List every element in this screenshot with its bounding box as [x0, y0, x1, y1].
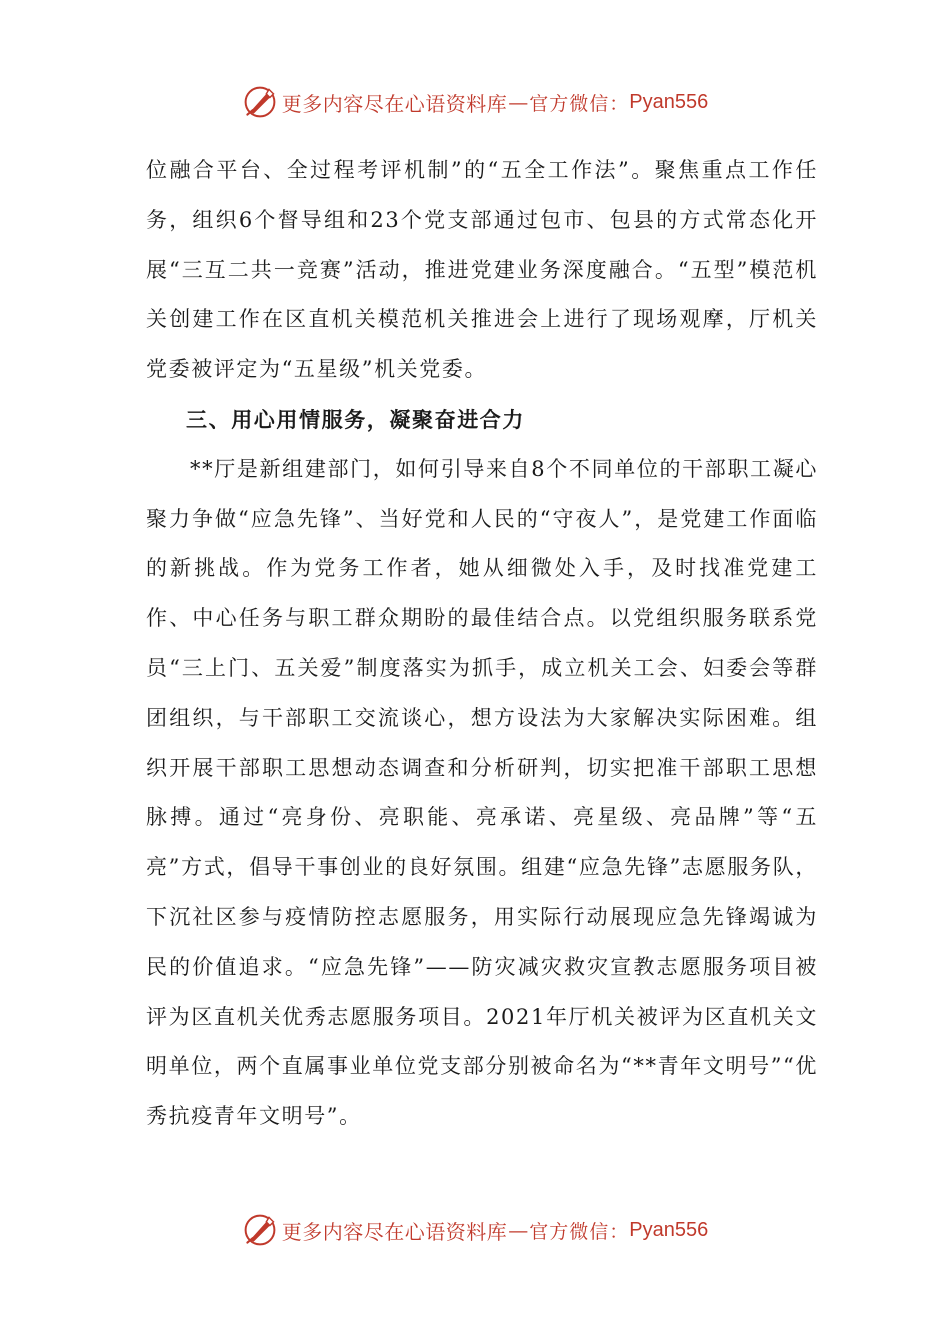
pen-logo-icon — [242, 1212, 278, 1248]
watermark-wechat-id: Pyan556 — [629, 90, 709, 113]
footer-watermark — [0, 1210, 950, 1250]
watermark-text: 更多内容尽在心语资料库 — [281, 1219, 508, 1244]
watermark-dash: — — [508, 90, 529, 114]
watermark-label: 官方微信： — [529, 1220, 630, 1243]
watermark-wechat-id: Pyan556 — [629, 1218, 709, 1241]
document-body — [146, 146, 818, 1142]
section-heading: 三、用心用情服务，凝聚奋进合力 — [186, 406, 525, 432]
watermark-label: 官方微信： — [529, 92, 630, 115]
watermark-dash: — — [508, 1218, 529, 1242]
paragraph-body: **厅是新组建部门，如何引导来自8个不同单位的干部职工凝心聚力争做“应急先锋”、当好党和人民的“守夜人”，是党建工作面临的新挑战。作为党务工作者，她从细微处入手，及时找准党建工作、中心任务与职工群众期盼的最佳结合点。以党组织服务联系党员“三上门、五关爱”制度落实为抓手，成立机关工会、妇委会等群团组织，与干部职工交流谈心，想方设法为大家解决实际困难。组织开展干部职工思想动态调查和分析研判，切实把准干部职工思想脉搏。通过“亮身份、亮职能、亮承诺、亮星级、亮品牌”等“五亮”方式，倡导干事创业的良好氛围。组建“应急先锋”志愿服务队，下沉社区参与疫情防控志愿服务，用实际行动展现应急先锋竭诚为民的价值追求。“应急先锋”——防灾减灾救灾宣教志愿服务项目被评为区直机关优秀志愿服务项目。2021年厅机关被评为区直机关文明单位，两个直属事业单位党支部分别被命名为“**青年文明号”“优秀抗疫青年文明号”。 — [146, 456, 818, 1129]
watermark-text: 更多内容尽在心语资料库 — [281, 91, 508, 116]
paragraph-continued: 位融合平台、全过程考评机制”的“五全工作法”。聚焦重点工作任务，组织6个督导组和23个党支部通过包市、包县的方式常态化开展“三互二共一竞赛”活动，推进党建业务深度融合。“五型”模范机关创建工作在区直机关模范机关推进会上进行了现场观摩，厅机关党委被评定为“五星级”机关党委。 — [146, 158, 818, 382]
header-watermark — [0, 82, 950, 122]
pen-logo-icon — [242, 84, 278, 120]
